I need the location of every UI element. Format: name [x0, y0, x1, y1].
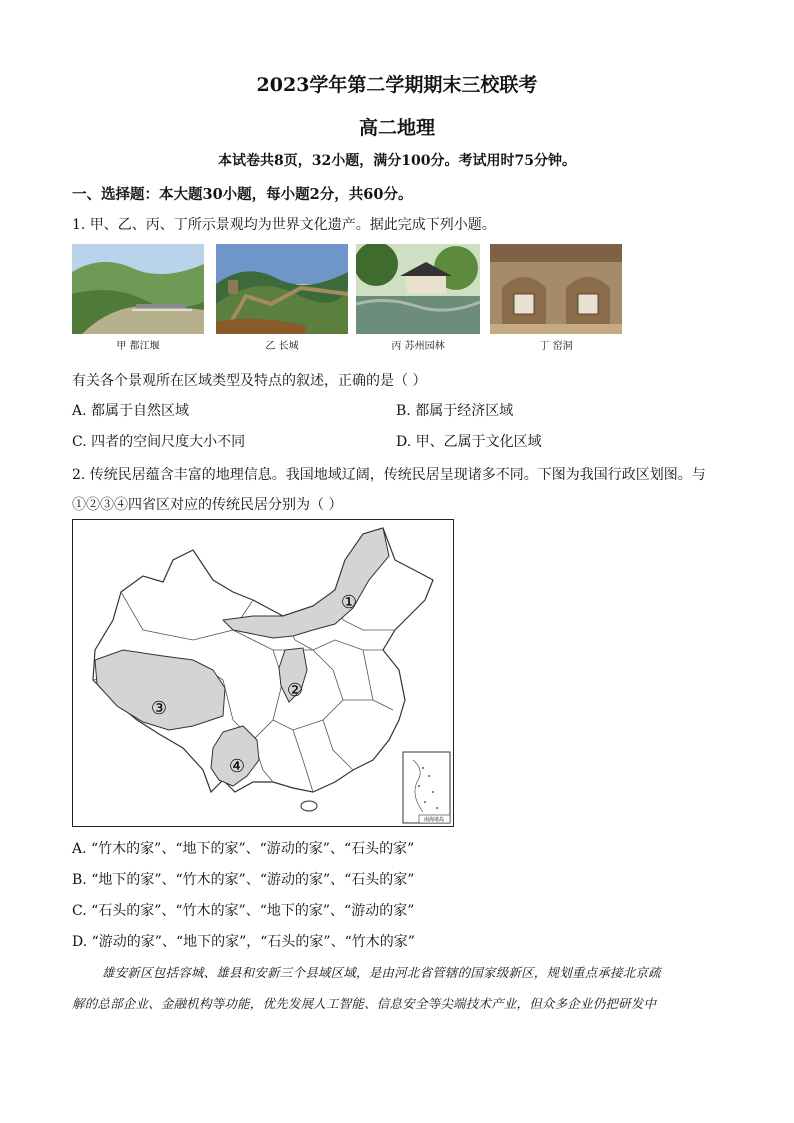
q2-option-b[interactable]: B. “地下的家”、“竹木的家”、“游动的家”、“石头的家”	[72, 872, 415, 888]
q2-stem-line1: 2. 传统民居蕴含丰富的地理信息。我国地域辽阔，传统民居呈现诸多不同。下图为我国行政区划图。与	[72, 467, 706, 483]
map-label-4: ④	[228, 756, 246, 777]
photo-suzhou-garden	[356, 244, 480, 334]
q1-stem: 1. 甲、乙、丙、丁所示景观均为世界文化遗产。据此完成下列小题。	[72, 217, 496, 233]
q2-option-c[interactable]: C. “石头的家”、“竹木的家”、“地下的家”、“游动的家”	[72, 903, 415, 919]
photo-cave-dwelling	[490, 244, 622, 334]
q1-option-a[interactable]: A. 都属于自然区域	[72, 403, 190, 419]
q1-question: 有关各个景观所在区域类型及特点的叙述，正确的是（ ）	[72, 373, 427, 389]
caption-jia: 甲 都江堰	[116, 341, 160, 352]
exam-info: 本试卷共8页，32小题，满分100分。考试用时75分钟。	[218, 153, 576, 169]
map-label-3: ③	[150, 698, 168, 719]
china-province-map	[72, 519, 454, 827]
q1-option-d[interactable]: D. 甲、乙属于文化区域	[396, 434, 542, 450]
q2-stem-line2: ①②③④四省区对应的传统民居分别为（ ）	[72, 497, 343, 513]
exam-title: 2023学年第二学期期末三校联考	[256, 74, 538, 96]
map-label-1: ①	[340, 592, 358, 613]
passage-line2: 解的总部企业、金融机构等功能，优先发展人工智能、信息安全等尖端技术产业，但众多企业仍把研发中	[72, 996, 657, 1011]
q2-option-a[interactable]: A. “竹木的家”、“地下的家”、“游动的家”、“石头的家”	[72, 841, 415, 857]
q2-option-d[interactable]: D. “游动的家”、“地下的家”，“石头的家”、“竹木的家”	[72, 934, 415, 950]
q1-option-c[interactable]: C. 四者的空间尺度大小不同	[72, 434, 246, 450]
caption-bing: 丙 苏州园林	[391, 341, 445, 352]
caption-ding: 丁 窑洞	[539, 341, 573, 352]
section-heading: 一、选择题：本大题30小题，每小题2分，共60分。	[72, 186, 413, 203]
caption-yi: 乙 长城	[265, 341, 299, 352]
map-label-2: ②	[286, 680, 304, 701]
inset-label: 南海诸岛	[423, 817, 445, 823]
passage-line1: 雄安新区包括容城、雄县和安新三个县域区域，是由河北省管辖的国家级新区，规划重点承接北京疏	[102, 965, 661, 980]
photo-dujiangyan	[72, 244, 204, 334]
exam-subject: 高二地理	[358, 117, 435, 139]
q1-option-b[interactable]: B. 都属于经济区域	[396, 403, 514, 419]
photo-great-wall	[216, 244, 348, 334]
